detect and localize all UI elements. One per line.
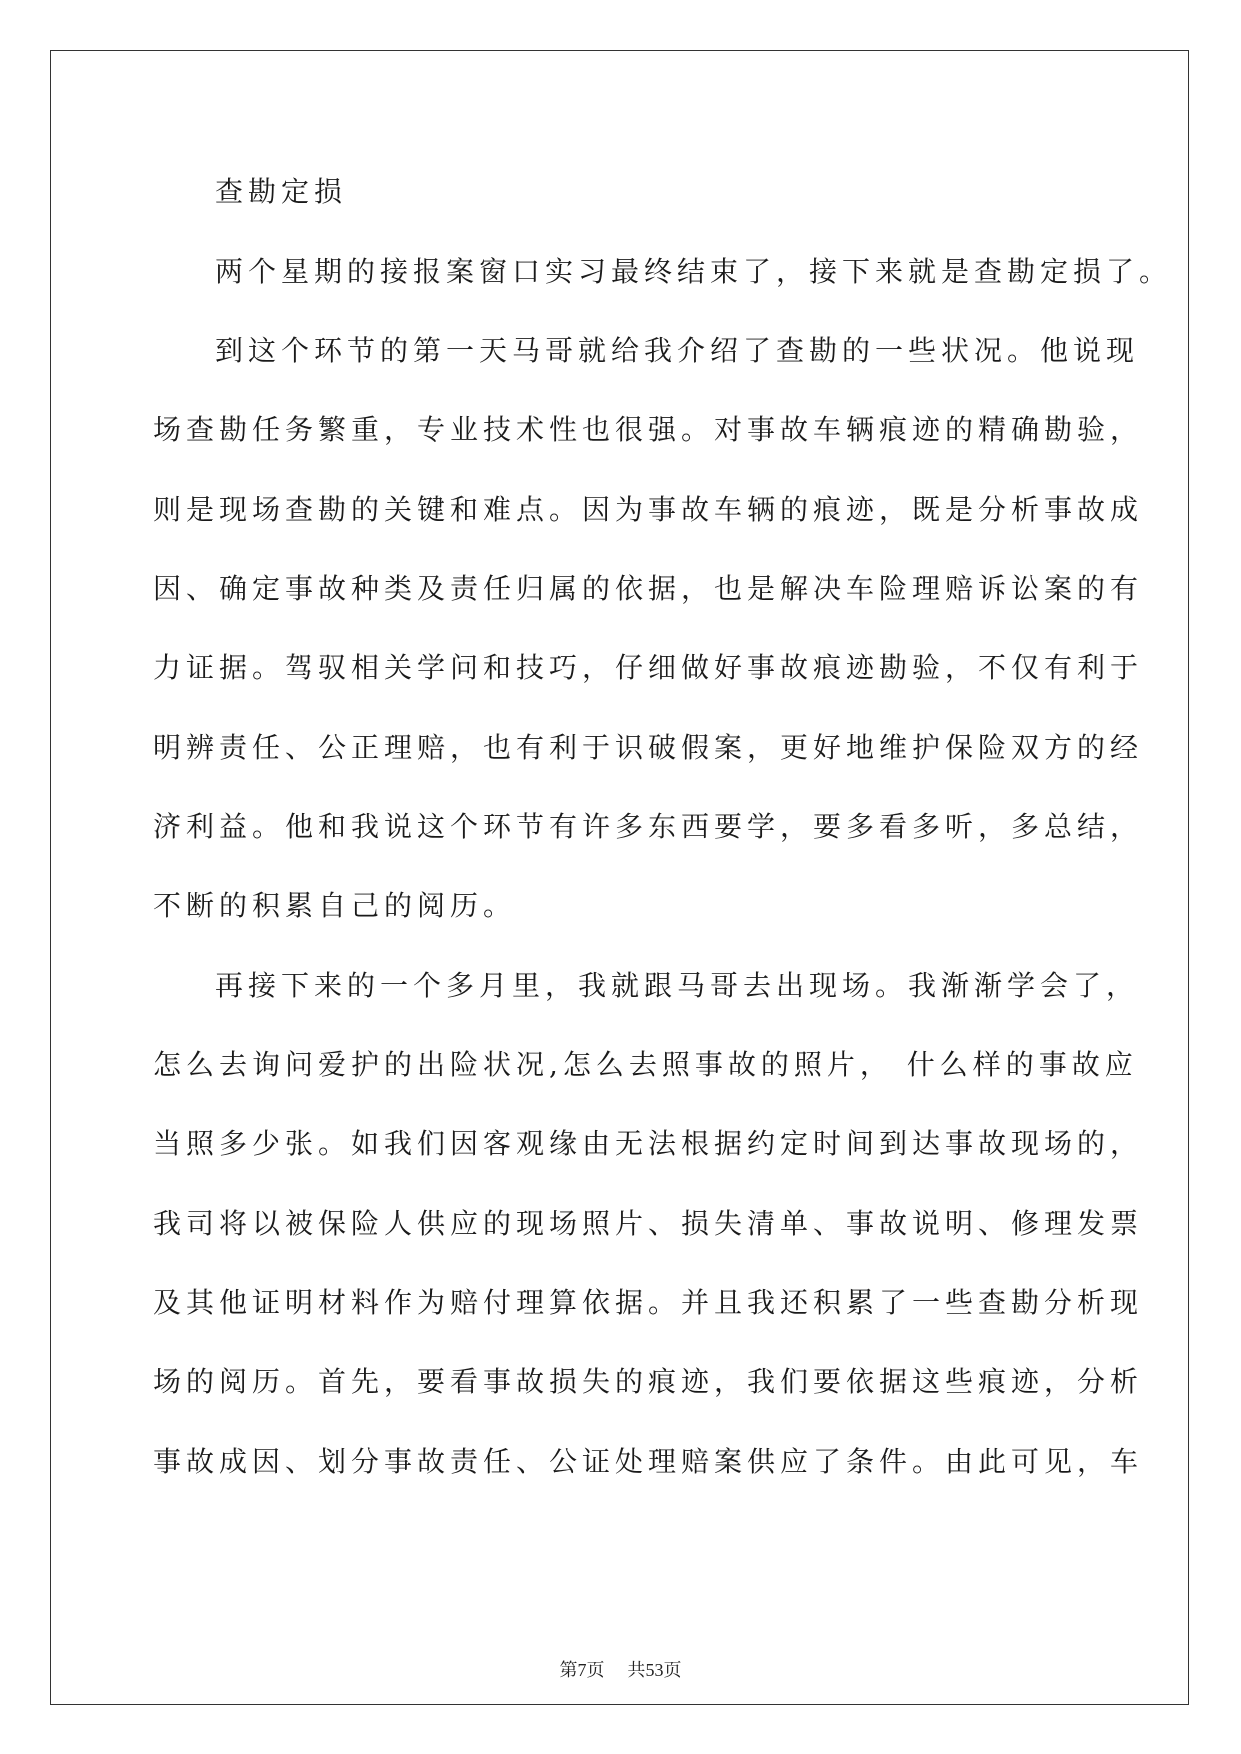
page-label-suffix: 页 — [663, 1660, 682, 1681]
paragraph-line: 不断的积累自己的阅历。 — [153, 889, 517, 922]
paragraph-line: 当照多少张。如我们因客观缘由无法根据约定时间到达事故现场的， — [153, 1127, 1144, 1160]
paragraph-line: 力证据。驾驭相关学问和技巧，仔细做好事故痕迹勘验，不仅有利于 — [153, 651, 1144, 684]
section-heading: 查勘定损 — [215, 175, 348, 208]
paragraph-line: 则是现场查勘的关键和难点。因为事故车辆的痕迹，既是分析事故成 — [153, 493, 1144, 526]
paragraph-line: 事故成因、划分事故责任、公证处理赔案供应了条件。由此可见，车 — [153, 1445, 1144, 1478]
paragraph-line: 两个星期的接报案窗口实习最终结束了，接下来就是查勘定损了。 — [215, 255, 1173, 288]
page-number: 7 — [577, 1660, 587, 1680]
paragraph-line: 我司将以被保险人供应的现场照片、损失清单、事故说明、修理发票 — [153, 1207, 1144, 1240]
page-footer — [0, 1658, 1241, 1683]
paragraph-line: 到这个环节的第一天马哥就给我介绍了查勘的一些状况。他说现 — [215, 334, 1140, 367]
paragraph-line: 场查勘任务繁重，专业技术性也很强。对事故车辆痕迹的精确勘验， — [153, 413, 1144, 446]
paragraph-line: 济利益。他和我说这个环节有许多东西要学，要多看多听，多总结， — [153, 810, 1144, 843]
total-pages: 53 — [645, 1660, 664, 1680]
paragraph-line: 场的阅历。首先，要看事故损失的痕迹，我们要依据这些痕迹，分析 — [153, 1365, 1144, 1398]
paragraph-line: 因、确定事故种类及责任归属的依据，也是解决车险理赔诉讼案的有 — [153, 572, 1144, 605]
paragraph-line: 怎么去询问爱护的出险状况,怎么去照事故的照片， 什么样的事故应 — [153, 1048, 1138, 1081]
page-label-prefix: 第 — [559, 1660, 578, 1681]
page-label-middle: 页 共 — [586, 1660, 646, 1681]
paragraph-line: 及其他证明材料作为赔付理算依据。并且我还积累了一些查勘分析现 — [153, 1286, 1144, 1319]
paragraph-line: 明辨责任、公正理赔，也有利于识破假案，更好地维护保险双方的经 — [153, 731, 1144, 764]
paragraph-line: 再接下来的一个多月里，我就跟马哥去出现场。我渐渐学会了， — [215, 969, 1140, 1002]
